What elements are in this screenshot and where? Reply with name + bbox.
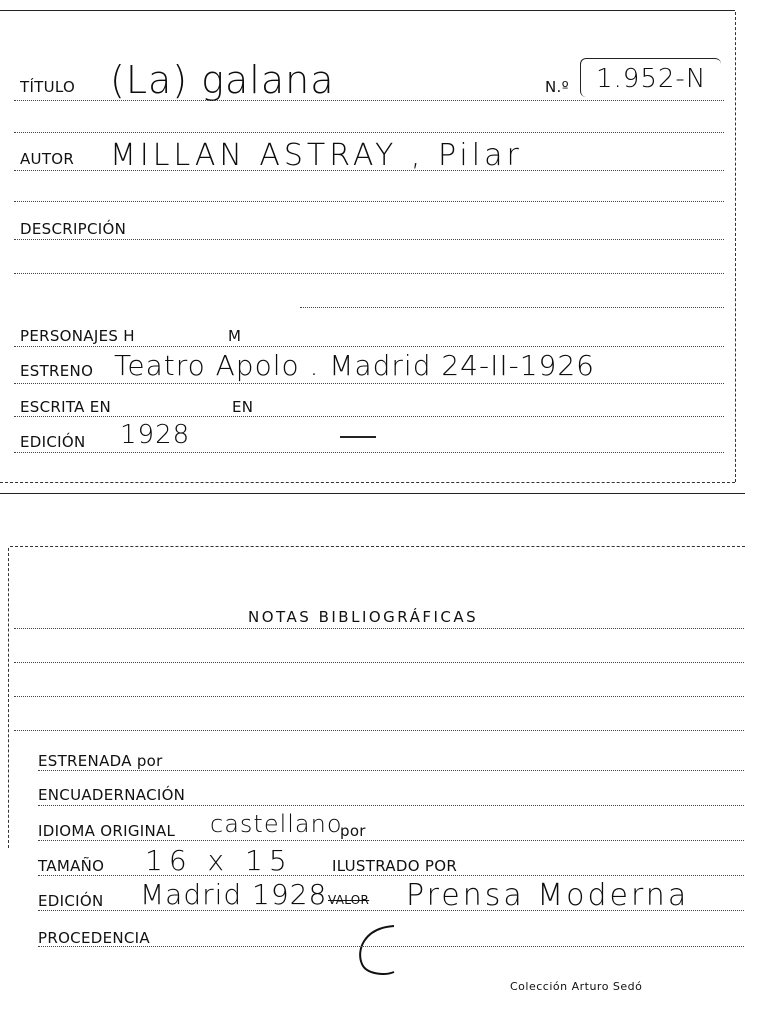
edicion2-line [38, 910, 744, 911]
descripcion-line-3 [300, 307, 724, 308]
idioma-line [38, 840, 744, 841]
edicion-line [14, 452, 724, 453]
catalog-card-bottom [0, 540, 759, 1028]
escrita-label: ESCRITA EN [20, 398, 112, 416]
notas-line-4 [14, 730, 744, 731]
card-bottom-top-edge [10, 546, 745, 547]
autor-label: AUTOR [20, 150, 75, 168]
estrenada-label: ESTRENADA por [38, 752, 163, 770]
descripcion-line-2 [14, 273, 724, 274]
card-top-bottom-edge [0, 482, 735, 483]
titulo-line [14, 100, 724, 101]
edicion-label: EDICIÓN [20, 433, 86, 451]
notas-title: NOTAS BIBLIOGRÁFICAS [248, 608, 479, 626]
card-top-border [0, 10, 735, 11]
catalog-card-top [0, 0, 759, 500]
ilustrado-label: ILUSTRADO POR [332, 857, 458, 875]
card-right-edge [735, 12, 736, 482]
idioma-value: castellano [210, 810, 343, 838]
estreno-value: Teatro Apolo . Madrid 24-II-1926 [114, 349, 595, 382]
autor-line [14, 170, 724, 171]
edicion-value: 1928 [120, 420, 191, 450]
spacer-line-2 [14, 201, 724, 202]
personajes-line [14, 346, 724, 347]
procedencia-label: PROCEDENCIA [38, 929, 150, 947]
card-bottom-left-edge [8, 548, 9, 848]
edicion2-label: EDICIÓN [38, 892, 104, 910]
tamano-line [38, 875, 744, 876]
estreno-label: ESTRENO [20, 362, 94, 380]
pen-mark [340, 436, 376, 438]
card-divider [0, 493, 745, 494]
estreno-line [14, 383, 724, 384]
coleccion-credit: Colección Arturo Sedó [510, 980, 643, 993]
procedencia-line [38, 946, 744, 947]
encuadernacion-line [38, 805, 744, 806]
tamano-value: 16 x 15 [145, 844, 293, 877]
personajes-label: PERSONAJES H [20, 327, 135, 345]
titulo-label: TÍTULO [20, 78, 76, 96]
numero-label: N.º [545, 78, 569, 96]
edicion2-value: Madrid 1928 [140, 878, 328, 911]
valor-label: VALOR [328, 893, 370, 907]
descripcion-line-1 [14, 239, 724, 240]
estrenada-line [38, 770, 744, 771]
autor-value: MILLAN ASTRAY , Pilar [110, 138, 523, 173]
idioma-por-label: por [340, 822, 366, 840]
escrita-en-label: EN [232, 398, 254, 416]
pen-stroke-mark [354, 920, 404, 980]
tamano-label: TAMAÑO [38, 857, 105, 875]
numero-value: 1.952-N [596, 64, 707, 94]
valor-value: Prensa Moderna [406, 878, 690, 913]
notas-line-3 [14, 696, 744, 697]
escrita-line [14, 416, 724, 417]
titulo-value: (La) galana [110, 58, 335, 102]
spacer-line-1 [14, 132, 724, 133]
descripcion-label: DESCRIPCIÓN [20, 220, 127, 238]
encuadernacion-label: ENCUADERNACIÓN [38, 786, 186, 804]
idioma-label: IDIOMA ORIGINAL [38, 822, 176, 840]
notas-line-1 [14, 628, 744, 629]
notas-line-2 [14, 662, 744, 663]
personajes-m-label: M [228, 327, 242, 345]
